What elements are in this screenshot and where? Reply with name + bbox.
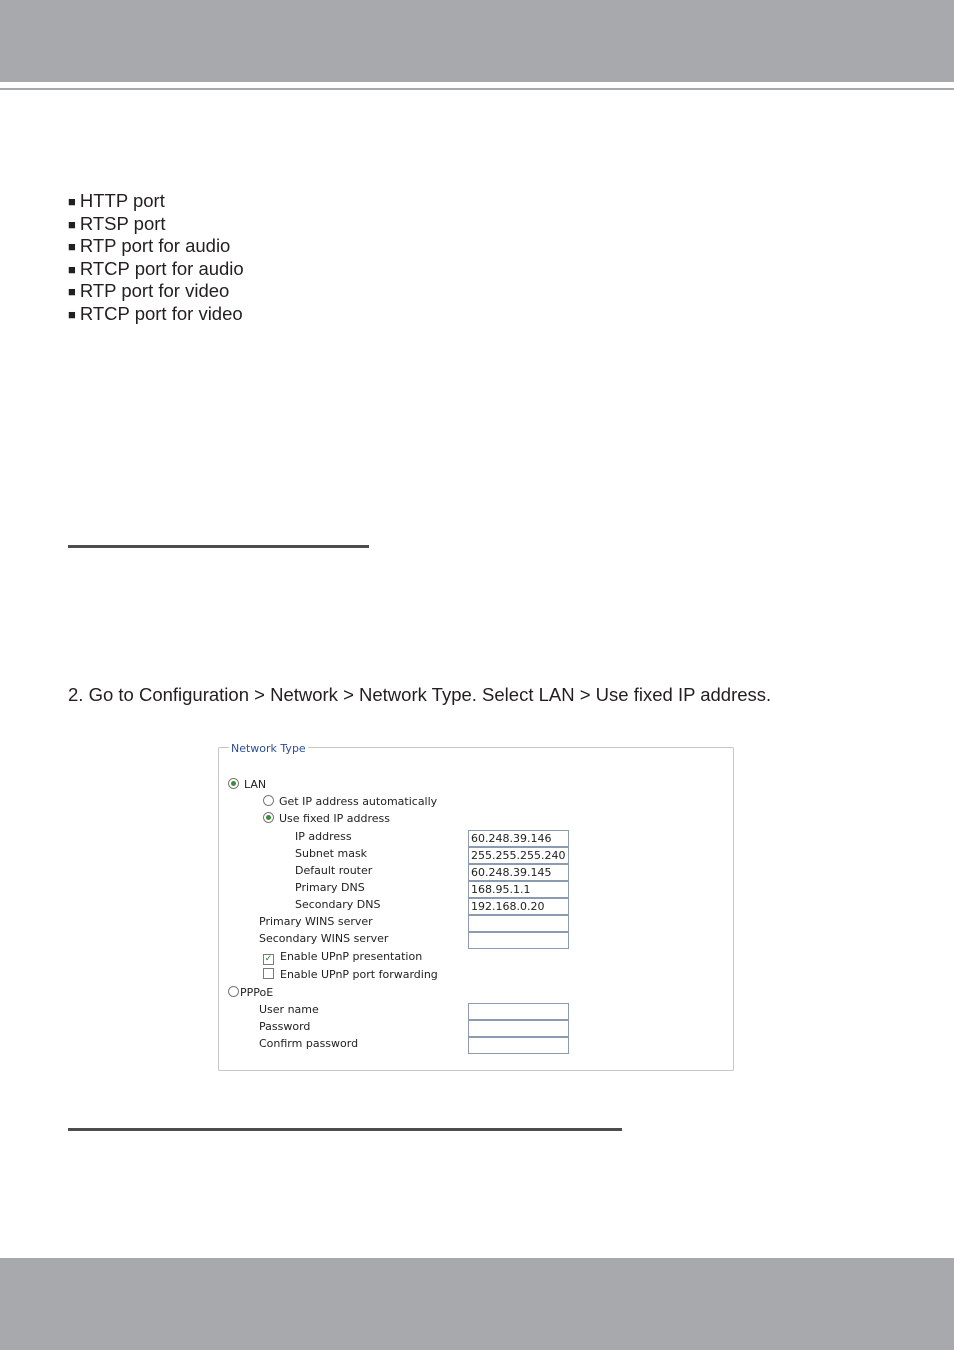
- secondary-dns-label: Secondary DNS: [295, 898, 381, 911]
- header-rule: [0, 88, 954, 90]
- bullet-icon: ■: [68, 216, 76, 232]
- list-item: ■ HTTP port: [68, 190, 165, 211]
- password-field[interactable]: [468, 1020, 569, 1037]
- bullet-icon: ■: [68, 261, 76, 277]
- user-name-field[interactable]: [468, 1003, 569, 1020]
- list-item: ■ RTSP port: [68, 212, 166, 234]
- upnp-presentation-checkbox[interactable]: ✓: [264, 954, 273, 964]
- list-item: ■ RTCP port for video: [68, 302, 243, 324]
- use-fixed-ip-radio[interactable]: [263, 812, 274, 823]
- panel-legend: Network Type: [231, 742, 306, 755]
- list-item: ■ RTCP port for audio: [68, 257, 244, 279]
- pppoe-option[interactable]: PPPoE: [228, 986, 273, 999]
- list-item: ■ RTP port for video: [68, 280, 230, 301]
- get-ip-auto-radio[interactable]: [263, 795, 274, 806]
- upnp-port-forwarding-option[interactable]: Enable UPnP port forwarding: [263, 968, 438, 981]
- section-divider: [68, 1128, 622, 1131]
- lan-radio[interactable]: [228, 778, 239, 789]
- list-item: ■ RTP port for audio: [68, 235, 231, 256]
- user-name-label: User name: [259, 1003, 319, 1016]
- bullet-icon: ■: [68, 239, 76, 254]
- upnp-port-forwarding-checkbox[interactable]: [263, 968, 274, 979]
- use-fixed-ip-option[interactable]: Use fixed IP address: [263, 812, 390, 825]
- step-instruction: 2. Go to Configuration > Network > Network Type. Select LAN > Use fixed IP address.: [68, 684, 772, 705]
- ip-address-label: IP address: [295, 830, 352, 843]
- footer-bar: [0, 1258, 954, 1350]
- network-type-panel: [218, 742, 734, 1071]
- lan-option[interactable]: LAN: [228, 778, 266, 791]
- primary-wins-label: Primary WINS server: [259, 915, 373, 928]
- get-ip-auto-option[interactable]: Get IP address automatically: [263, 795, 437, 808]
- bullet-icon: ■: [68, 284, 76, 299]
- primary-dns-label: Primary DNS: [295, 881, 365, 894]
- subnet-mask-field[interactable]: 255.255.255.240: [468, 847, 569, 864]
- primary-dns-field[interactable]: 168.95.1.1: [468, 881, 569, 898]
- primary-wins-field[interactable]: [468, 915, 569, 932]
- confirm-password-label: Confirm password: [259, 1037, 359, 1050]
- section-divider: [68, 545, 369, 548]
- bullet-icon: ■: [68, 194, 76, 209]
- secondary-dns-field[interactable]: 192.168.0.20: [468, 898, 569, 915]
- port-list: [68, 190, 244, 325]
- bullet-icon: ■: [68, 306, 76, 322]
- upnp-presentation-option[interactable]: ✓ Enable UPnP presentation: [264, 950, 423, 964]
- password-label: Password: [259, 1020, 311, 1033]
- ip-address-field[interactable]: 60.248.39.146: [468, 830, 569, 847]
- header-bar: [0, 0, 954, 82]
- confirm-password-field[interactable]: [468, 1037, 569, 1054]
- default-router-field[interactable]: 60.248.39.145: [468, 864, 569, 881]
- subnet-mask-label: Subnet mask: [295, 847, 368, 860]
- default-router-label: Default router: [295, 864, 373, 877]
- pppoe-radio[interactable]: [228, 986, 239, 997]
- secondary-wins-label: Secondary WINS server: [259, 932, 389, 945]
- secondary-wins-field[interactable]: [468, 932, 569, 949]
